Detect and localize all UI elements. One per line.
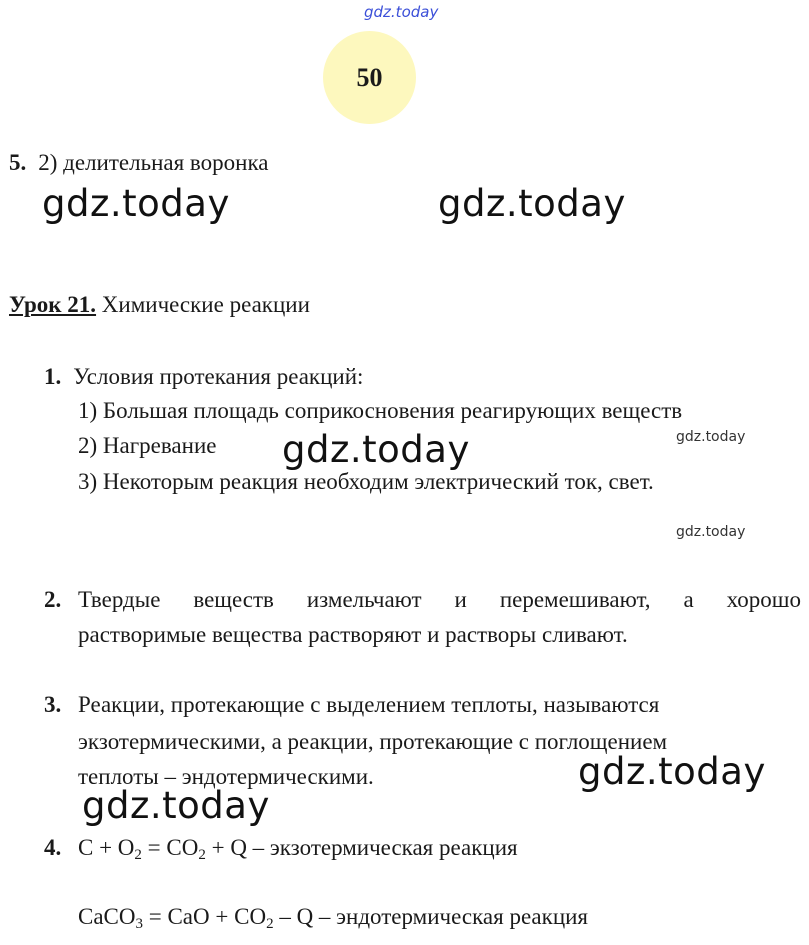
answer-1-number: 1.: [44, 364, 62, 389]
eq2-part-3: – Q – эндотермическая реакция: [273, 904, 589, 929]
answer-1-item-3: 3) Некоторым реакция необходим электрический ток, свет.: [78, 469, 654, 494]
lesson-subtitle: Химические реакции: [101, 292, 310, 317]
watermark-top: gdz.today: [364, 3, 439, 21]
answer-1-heading: Условия протекания реакций:: [73, 364, 364, 389]
eq1-part-1: C + O: [78, 835, 135, 860]
lesson-title: Урок 21.: [9, 292, 97, 317]
eq2-part-2: = CaO + CO: [143, 904, 267, 929]
answer-1-header: [44, 364, 363, 390]
watermark-5: gdz.today: [676, 524, 746, 540]
page-number: 50: [356, 62, 383, 92]
answer-1-item-2: 2) Нагревание: [78, 433, 217, 458]
answer-3-line-1: Реакции, протекающие с выделением теплоты, называются: [78, 692, 660, 717]
watermark-3: gdz.today: [282, 428, 470, 471]
answer-3-line-2: экзотермическими, а реакции, протекающие с поглощением: [78, 729, 668, 754]
equation-endothermic: [78, 904, 588, 930]
answer-3-line-3: теплоты – эндотермическими.: [78, 764, 374, 789]
answer-2-number: 2.: [44, 587, 62, 612]
eq1-part-2: = CO: [141, 835, 199, 860]
watermark-6: gdz.today: [578, 750, 766, 793]
answer-2-line-2: растворимые вещества растворяют и растворы сливают.: [78, 622, 628, 647]
equation-exothermic: [78, 835, 518, 861]
answer-1-item-1: 1) Большая площадь соприкосновения реагирующих веществ: [78, 398, 683, 423]
question-5-text: 2) делительная воронка: [38, 150, 269, 175]
page-number-badge: [323, 31, 416, 124]
lesson-heading: [9, 292, 310, 318]
eq1-part-3: + Q – экзотермическая реакция: [205, 835, 518, 860]
eq2-sub-1: 3: [135, 916, 143, 932]
answer-2-line-1: Твердые веществ измельчают и перемешивают, а хорошо: [78, 587, 801, 612]
answer-3-number: 3.: [44, 692, 62, 717]
eq1-sub-1: 2: [134, 847, 142, 863]
eq2-part-1: CaCO: [78, 904, 136, 929]
eq1-sub-2: 2: [198, 847, 206, 863]
eq2-sub-2: 2: [266, 916, 274, 932]
question-5: [9, 150, 268, 176]
watermark-7: gdz.today: [82, 784, 270, 827]
watermark-4: gdz.today: [676, 429, 746, 445]
answer-4-number: 4.: [44, 835, 62, 860]
question-5-number: 5.: [9, 150, 27, 175]
watermark-2: gdz.today: [438, 182, 626, 225]
watermark-1: gdz.today: [42, 182, 230, 225]
